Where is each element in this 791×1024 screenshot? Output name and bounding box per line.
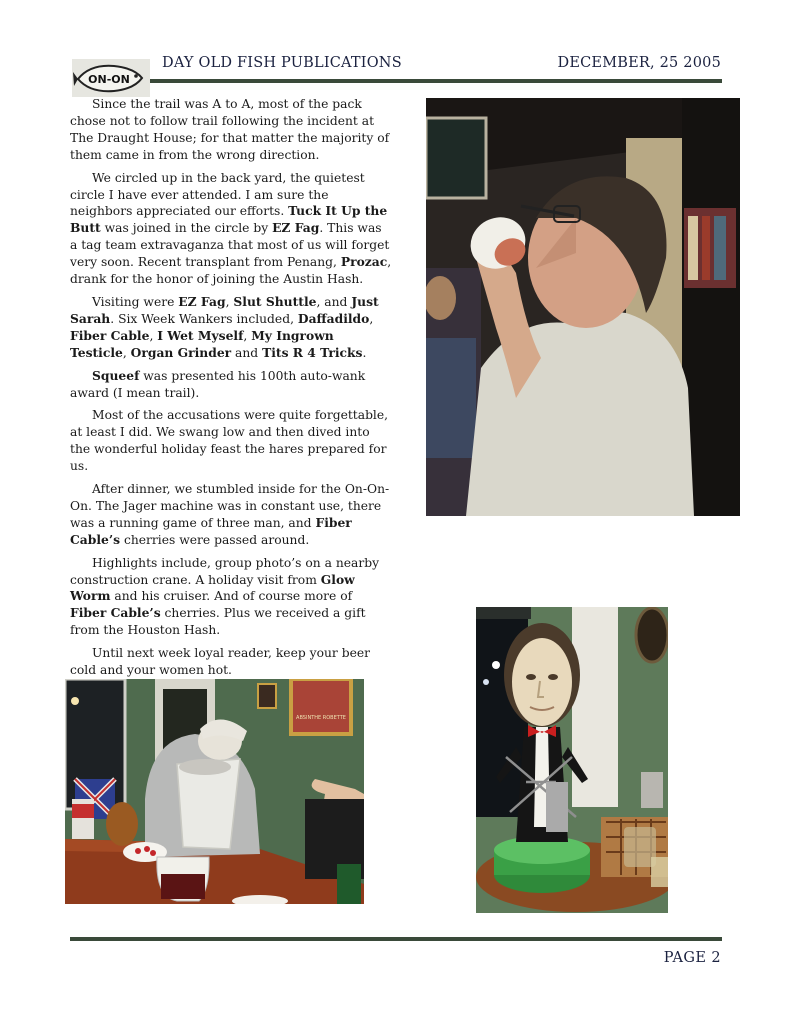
article-text: ,: [225, 294, 234, 309]
article-text: After dinner, we stumbled inside for the On-On-On. The Jager machine was in constant use, there was a running game of three man, and: [70, 482, 390, 530]
article-text: ,: [149, 328, 158, 343]
hash-name: Glow Worm: [70, 571, 355, 604]
article-text: and: [231, 345, 263, 360]
article-text: and his cruiser. And of course more of: [110, 589, 353, 604]
hash-name: Fiber Cable’s: [70, 514, 352, 547]
article-text: , drank for the honor of joining the Austin Hash.: [70, 255, 392, 287]
article-paragraph: [70, 294, 392, 362]
article-text: Since the trail was A to A, most of the pack chose not to follow trail following the incident at The Draught House; for that matter the majority of them came in from the wrong direction.: [70, 97, 390, 162]
publication-title: DAY OLD FISH PUBLICATIONS: [162, 55, 402, 71]
article-text: .: [362, 345, 367, 360]
photo-bobblehead-statue-icon: [476, 607, 668, 913]
article-text: cherries were passed around.: [120, 532, 310, 547]
hash-name: Prozac: [340, 254, 388, 270]
article-paragraph: [70, 645, 392, 679]
article-paragraph: [70, 481, 392, 549]
hash-name: Daffadildo: [297, 310, 370, 326]
svg-text:ABSINTHE ROBETTE: ABSINTHE ROBETTE: [296, 715, 346, 721]
article-text: ,: [243, 328, 252, 343]
photo-man-hugging-bucket-icon: [65, 679, 364, 904]
page-number: PAGE 2: [663, 950, 721, 966]
on-on-fish-logo: [72, 59, 150, 97]
hash-name: EZ Fag: [178, 293, 226, 309]
article-text: ,: [122, 345, 131, 360]
article-text: , and: [316, 294, 352, 309]
article-paragraph: [70, 96, 392, 164]
article-text: Until next week loyal reader, keep your beer cold and your women hot.: [70, 646, 371, 678]
article-text: was joined in the circle by: [100, 221, 273, 236]
article-text: . This was a tag team extravaganza that most of us will forget very soon. Recent transplant from Penang,: [70, 221, 390, 270]
photo-man-drinking: [426, 98, 740, 516]
photo-table-gathering: [65, 679, 364, 904]
svg-text:ON-ON: ON-ON: [88, 73, 130, 86]
hash-name: Tits R 4 Tricks: [262, 344, 363, 360]
article-paragraph: [70, 170, 392, 288]
article-text: Highlights include, group photo’s on a nearby construction crane. A holiday visit from: [70, 555, 380, 587]
hash-name: Fiber Cable: [70, 327, 150, 343]
issue-date: DECEMBER, 25 2005: [557, 55, 721, 71]
footer-divider: [70, 937, 722, 941]
article-text: Visiting were: [92, 294, 179, 309]
hash-name: My Ingrown Testicle: [70, 327, 334, 360]
hash-name: Squeef: [92, 367, 140, 383]
article-body: [70, 96, 392, 685]
article-paragraph: [70, 555, 392, 640]
photo-man-drinking-from-bowl-icon: [426, 98, 740, 516]
hash-name: I Wet Myself: [157, 327, 244, 343]
hash-name: Organ Grinder: [130, 344, 232, 360]
hash-name: Just Sarah: [70, 293, 379, 326]
header-divider: [150, 79, 722, 83]
article-text: cherries. Plus we received a gift from the Houston Hash.: [70, 606, 366, 638]
article-paragraph: [70, 368, 392, 402]
hash-name: Tuck It Up the Butt: [70, 203, 388, 236]
hash-name: Slut Shuttle: [233, 293, 317, 309]
article-paragraph: [70, 407, 392, 475]
article-text: . Six Week Wankers included,: [110, 311, 298, 326]
article-text: Most of the accusations were quite forgettable, at least I did. We swang low and then dived into the wonderful holiday feast the hares prepared for us.: [70, 408, 389, 474]
article-text: We circled up in the back yard, the quietest circle I have ever attended. I am sure the neighbors appreciated our efforts.: [70, 170, 365, 219]
hash-name: EZ Fag: [272, 220, 320, 236]
photo-statue: [476, 607, 668, 913]
article-text: was presented his 100th auto-wank award (I mean trail).: [70, 368, 366, 400]
hash-name: Fiber Cable’s: [70, 605, 161, 621]
article-text: ,: [369, 311, 374, 326]
